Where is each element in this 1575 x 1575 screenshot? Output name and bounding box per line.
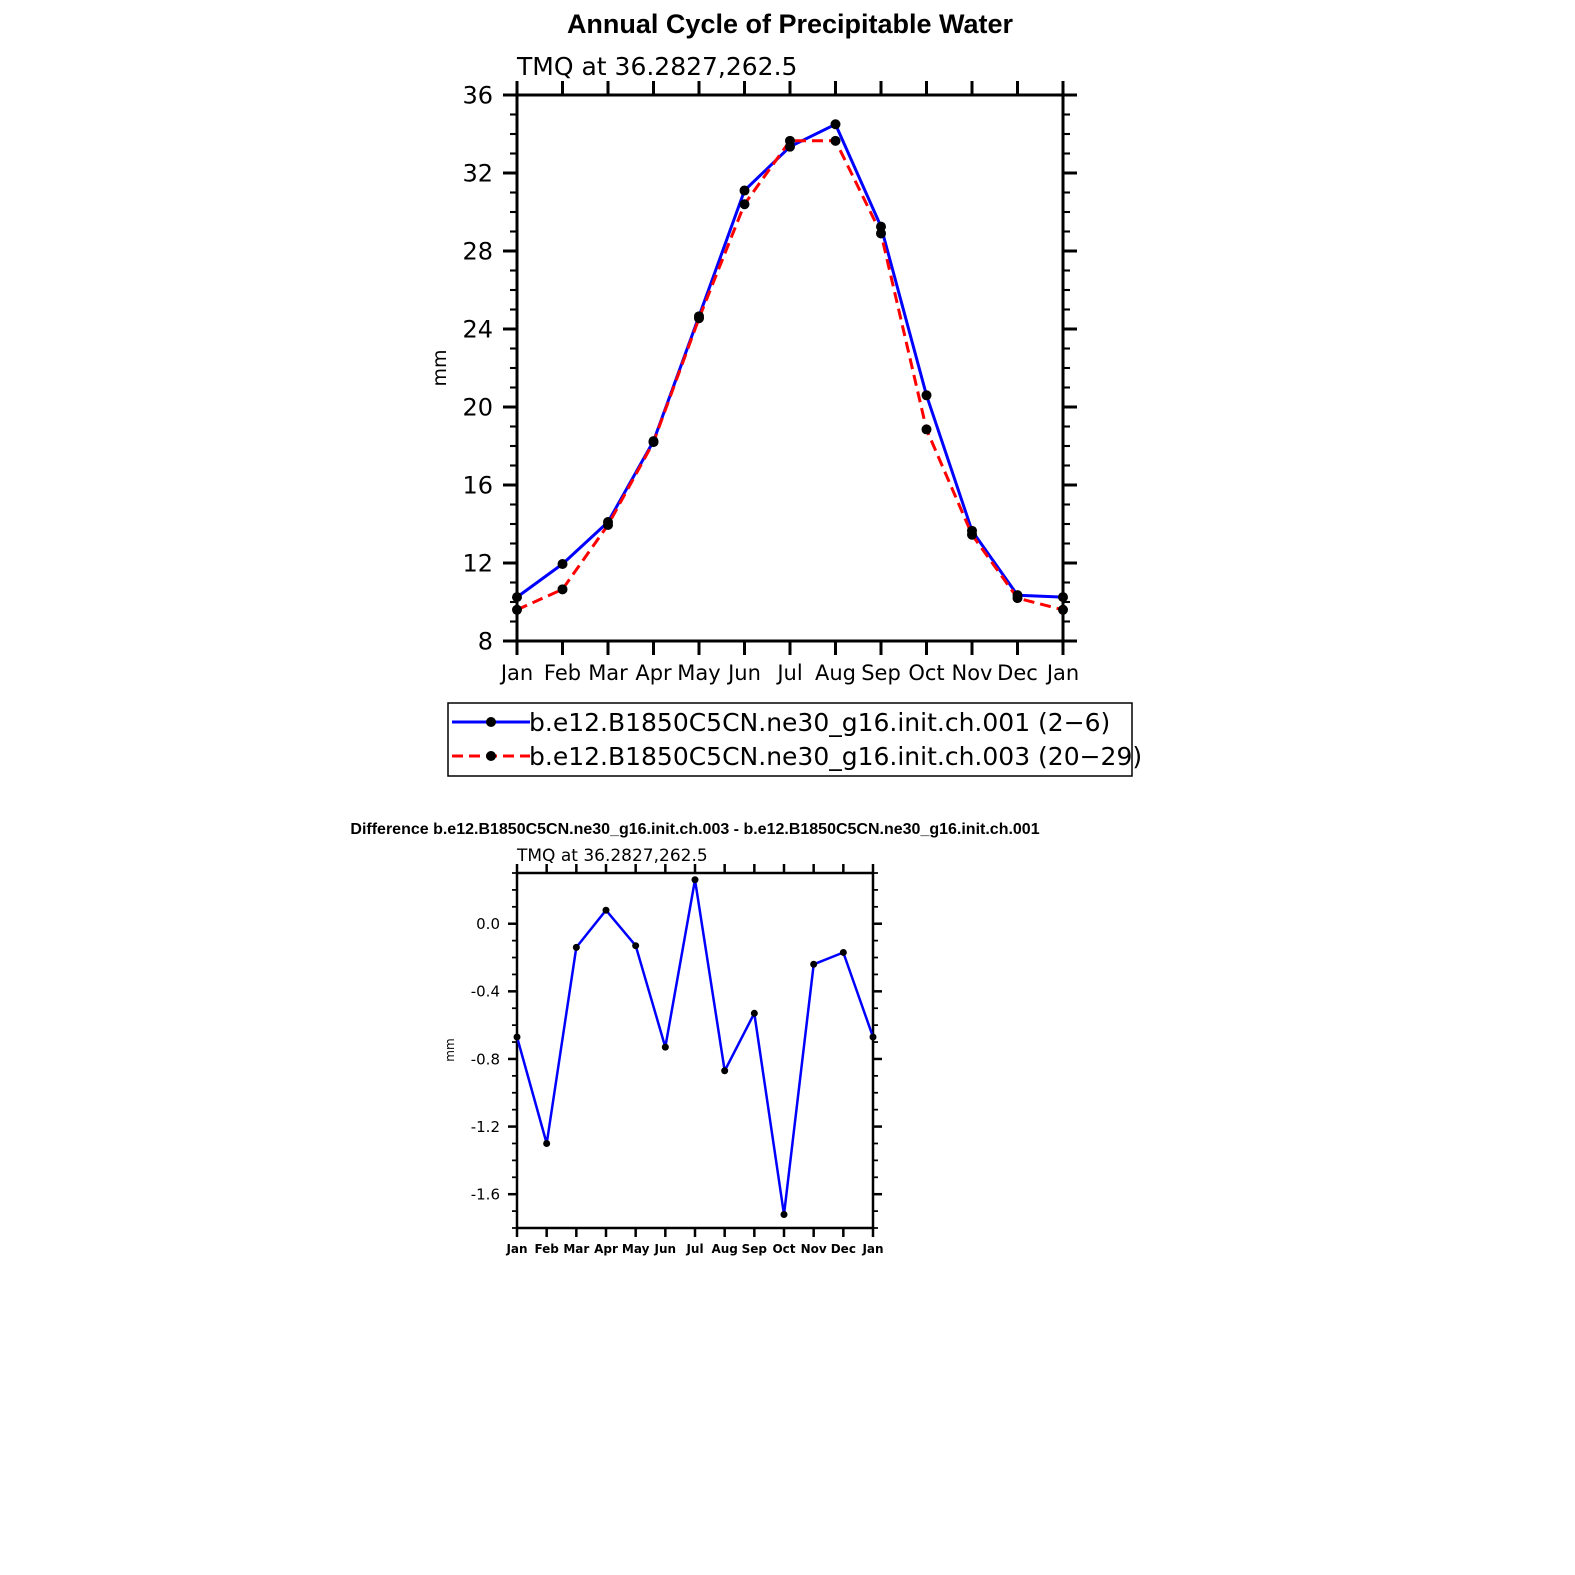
y-tick-label: 0.0: [476, 915, 500, 934]
x-tick-label: Jan: [1046, 661, 1080, 685]
y-tick-label: 28: [462, 237, 493, 266]
data-point-series-1: [922, 390, 932, 400]
x-tick-label: Jan: [500, 661, 534, 685]
chart1-axes: [462, 81, 1079, 685]
y-tick-label: 32: [462, 159, 493, 188]
difference-chart: [350, 821, 1039, 1256]
data-point-series-1: [870, 1033, 877, 1040]
x-tick-label: Jun: [728, 661, 761, 685]
data-point-series-1: [721, 1067, 728, 1074]
legend-marker-series-2: [486, 751, 496, 761]
data-point-series-2: [1013, 593, 1023, 603]
chart1-plot-frame: [517, 95, 1063, 641]
data-point-series-1: [810, 961, 817, 968]
data-point-series-2: [831, 136, 841, 146]
data-point-series-1: [662, 1044, 669, 1051]
x-tick-label: Jan: [862, 1242, 884, 1256]
y-tick-label: -0.8: [470, 1050, 500, 1069]
chart1-subtitle: TMQ at 36.2827,262.5: [517, 52, 798, 81]
data-point-series-2: [785, 136, 795, 146]
y-tick-label: 12: [462, 549, 493, 578]
chart2-title: Difference b.e12.B1850C5CN.ne30_g16.init.ch.003 - b.e12.B1850C5CN.ne30_g16.init.ch.001: [350, 821, 1040, 838]
annual-cycle-chart: [429, 9, 1079, 685]
y-tick-label: -0.4: [470, 982, 500, 1001]
data-point-series-2: [558, 584, 568, 594]
data-point-series-1: [603, 907, 610, 914]
data-point-series-1: [573, 944, 580, 951]
data-point-series-1: [632, 942, 639, 949]
x-tick-label: Feb: [543, 661, 582, 685]
series-line-1: [517, 124, 1063, 597]
y-tick-label: 16: [462, 471, 493, 500]
legend-marker-series-1: [486, 717, 496, 727]
chart2-subtitle: TMQ at 36.2827,262.5: [517, 846, 708, 866]
series-line-1: [517, 880, 873, 1215]
chart2-axes: [471, 864, 884, 1256]
chart1-ylabel: mm: [429, 349, 451, 387]
data-point-series-1: [558, 559, 568, 569]
y-tick-label: -1.2: [470, 1117, 500, 1136]
series-line-2: [517, 141, 1063, 610]
x-tick-label: Sep: [861, 661, 901, 685]
x-tick-label: Apr: [594, 1242, 618, 1256]
x-tick-label: Apr: [635, 661, 672, 685]
data-point-series-1: [514, 1033, 521, 1040]
chart2-ylabel: mm: [443, 1038, 457, 1062]
data-point-series-1: [740, 186, 750, 196]
data-point-series-1: [692, 876, 699, 883]
data-point-series-1: [781, 1211, 788, 1218]
x-tick-label: Nov: [951, 661, 993, 685]
x-tick-label: Jul: [686, 1242, 704, 1256]
x-tick-label: Jul: [777, 661, 803, 685]
x-tick-label: May: [677, 661, 721, 685]
chart1-title: Annual Cycle of Precipitable Water: [566, 9, 1014, 39]
y-tick-label: 24: [462, 315, 493, 344]
x-tick-label: Sep: [741, 1242, 768, 1256]
x-tick-label: Oct: [908, 661, 945, 685]
legend-label-series-2: b.e12.B1850C5CN.ne30_g16.init.ch.003 (20−29): [529, 742, 1143, 771]
data-point-series-2: [694, 313, 704, 323]
legend: [448, 703, 1142, 776]
y-tick-label: -1.6: [470, 1185, 500, 1204]
x-tick-label: Nov: [800, 1242, 827, 1256]
data-point-series-2: [922, 424, 932, 434]
x-tick-label: May: [621, 1242, 650, 1256]
chart1-series: [512, 119, 1068, 615]
chart2-series: [514, 876, 877, 1218]
data-point-series-1: [1058, 592, 1068, 602]
data-point-series-2: [740, 199, 750, 209]
x-tick-label: Mar: [588, 661, 628, 685]
chart2-plot-frame: [517, 873, 873, 1228]
x-tick-label: Aug: [814, 661, 857, 685]
data-point-series-1: [831, 119, 841, 129]
x-tick-label: Aug: [711, 1242, 738, 1256]
x-tick-label: Jun: [654, 1242, 677, 1256]
x-tick-label: Oct: [772, 1242, 796, 1256]
data-point-series-1: [512, 592, 522, 602]
data-point-series-2: [649, 437, 659, 447]
y-tick-label: 8: [477, 627, 493, 656]
data-point-series-2: [967, 530, 977, 540]
x-tick-label: Dec: [830, 1242, 856, 1256]
x-tick-label: Dec: [997, 661, 1038, 685]
data-point-series-2: [512, 605, 522, 615]
x-tick-label: Feb: [534, 1242, 559, 1256]
y-tick-label: 20: [462, 393, 493, 422]
data-point-series-2: [876, 228, 886, 238]
data-point-series-1: [840, 949, 847, 956]
x-tick-label: Jan: [506, 1242, 528, 1256]
y-tick-label: 36: [462, 81, 493, 110]
legend-label-series-1: b.e12.B1850C5CN.ne30_g16.init.ch.001 (2−6): [529, 708, 1111, 737]
data-point-series-1: [543, 1140, 550, 1147]
data-point-series-1: [751, 1010, 758, 1017]
data-point-series-2: [1058, 605, 1068, 615]
x-tick-label: Mar: [563, 1242, 590, 1256]
data-point-series-2: [603, 520, 613, 530]
